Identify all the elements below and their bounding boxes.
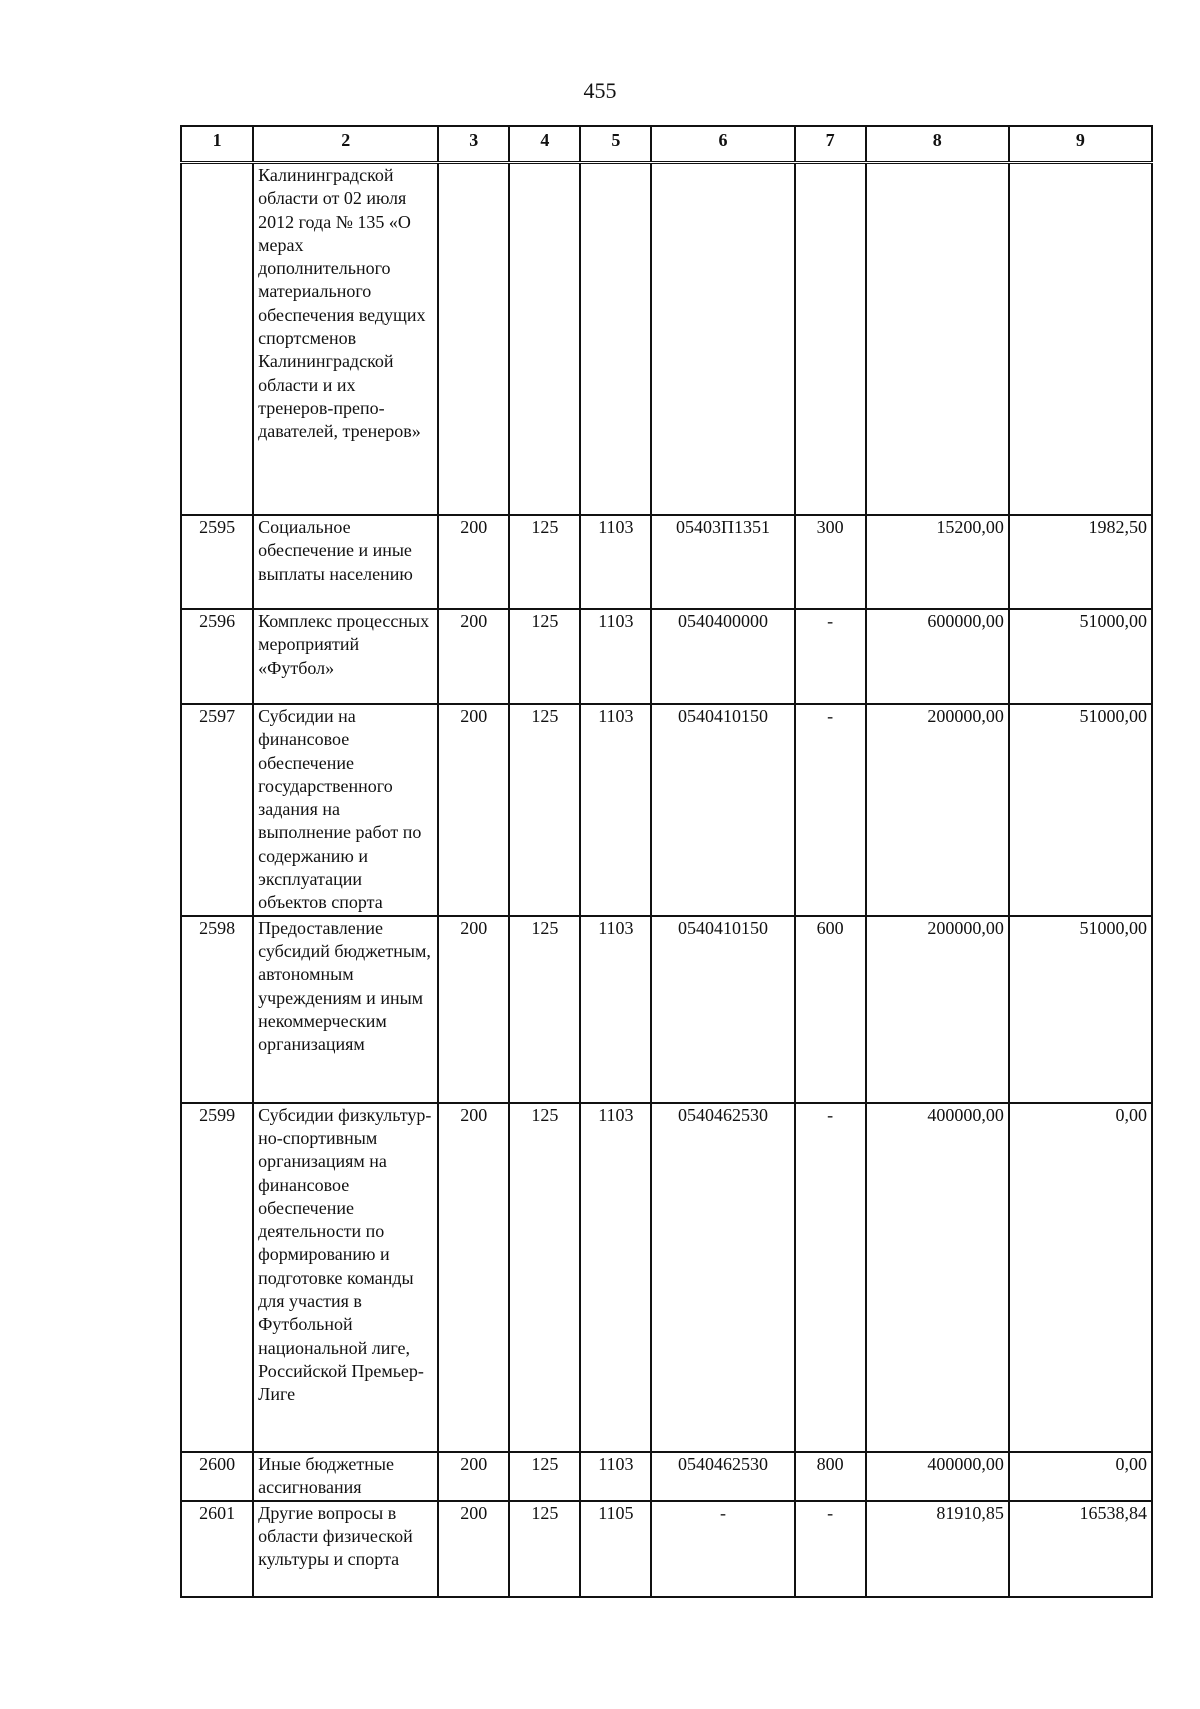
- cell-col8: [866, 163, 1009, 516]
- column-header: 9: [1009, 126, 1152, 163]
- cell-col5: 1103: [580, 704, 651, 916]
- cell-col8: 81910,85: [866, 1501, 1009, 1597]
- column-header: 6: [651, 126, 794, 163]
- row-name: Субсидии физкультур-но-спортивным организациям на финансовое обеспечение деятельности по формированию и подготовке команды для участия в Футбольной национальной лиге, Российской Премьер-Лиге: [253, 1103, 438, 1452]
- cell-col3: 200: [438, 704, 509, 916]
- cell-col7: [795, 163, 866, 516]
- cell-col9: [1009, 163, 1152, 516]
- cell-col8: 600000,00: [866, 609, 1009, 704]
- cell-col9: 51000,00: [1009, 916, 1152, 1103]
- cell-col4: 125: [509, 704, 580, 916]
- cell-col9: 0,00: [1009, 1103, 1152, 1452]
- table-row: [181, 1452, 1152, 1501]
- cell-col3: [438, 163, 509, 516]
- table-row: [181, 704, 1152, 916]
- cell-col4: 125: [509, 1452, 580, 1501]
- cell-col5: 1103: [580, 609, 651, 704]
- column-header: 3: [438, 126, 509, 163]
- cell-col3: 200: [438, 1103, 509, 1452]
- row-name: Субсидии на финансовое обеспечение государственного задания на выполнение работ по содержанию и эксплуатации объектов спорта: [253, 704, 438, 916]
- column-header: 4: [509, 126, 580, 163]
- table-row: [181, 515, 1152, 609]
- cell-col6: 05403П1351: [651, 515, 794, 609]
- row-number: 2596: [181, 609, 253, 704]
- cell-col5: 1103: [580, 1452, 651, 1501]
- column-header: 7: [795, 126, 866, 163]
- cell-col3: 200: [438, 1452, 509, 1501]
- cell-col5: [580, 163, 651, 516]
- cell-col4: 125: [509, 515, 580, 609]
- cell-col9: 16538,84: [1009, 1501, 1152, 1597]
- row-number: 2597: [181, 704, 253, 916]
- row-name: Предоставление субсидий бюджетным, автономным учреждениям и иным некоммерческим организациям: [253, 916, 438, 1103]
- cell-col8: 400000,00: [866, 1452, 1009, 1501]
- row-number: [181, 163, 253, 516]
- header-row: [181, 126, 1152, 163]
- cell-col7: 300: [795, 515, 866, 609]
- row-number: 2598: [181, 916, 253, 1103]
- row-name: Социальное обеспечение и иные выплаты населению: [253, 515, 438, 609]
- row-number: 2599: [181, 1103, 253, 1452]
- cell-col4: 125: [509, 609, 580, 704]
- row-number: 2595: [181, 515, 253, 609]
- column-header: 5: [580, 126, 651, 163]
- cell-col6: [651, 163, 794, 516]
- cell-col8: 400000,00: [866, 1103, 1009, 1452]
- budget-table: [180, 125, 1153, 1598]
- cell-col9: 51000,00: [1009, 609, 1152, 704]
- cell-col6: 0540410150: [651, 916, 794, 1103]
- cell-col9: 51000,00: [1009, 704, 1152, 916]
- cell-col8: 15200,00: [866, 515, 1009, 609]
- cell-col7: -: [795, 1501, 866, 1597]
- cell-col6: -: [651, 1501, 794, 1597]
- row-name: Иные бюджетные ассигнования: [253, 1452, 438, 1501]
- cell-col8: 200000,00: [866, 704, 1009, 916]
- cell-col9: 1982,50: [1009, 515, 1152, 609]
- row-number: 2600: [181, 1452, 253, 1501]
- cell-col3: 200: [438, 1501, 509, 1597]
- cell-col5: 1103: [580, 515, 651, 609]
- cell-col7: -: [795, 609, 866, 704]
- cell-col4: 125: [509, 1103, 580, 1452]
- cell-col3: 200: [438, 609, 509, 704]
- cell-col7: 800: [795, 1452, 866, 1501]
- table-row: [181, 916, 1152, 1103]
- cell-col6: 0540462530: [651, 1452, 794, 1501]
- cell-col4: [509, 163, 580, 516]
- row-name: Другие вопросы в области физической культуры и спорта: [253, 1501, 438, 1597]
- column-header: 8: [866, 126, 1009, 163]
- cell-col4: 125: [509, 916, 580, 1103]
- row-number: 2601: [181, 1501, 253, 1597]
- table-row: [181, 1103, 1152, 1452]
- cell-col6: 0540462530: [651, 1103, 794, 1452]
- cell-col6: 0540400000: [651, 609, 794, 704]
- table-row: [181, 1501, 1152, 1597]
- cell-col6: 0540410150: [651, 704, 794, 916]
- cell-col5: 1105: [580, 1501, 651, 1597]
- cell-col5: 1103: [580, 1103, 651, 1452]
- cell-col7: 600: [795, 916, 866, 1103]
- cell-col3: 200: [438, 515, 509, 609]
- row-name: Комплекс процессных мероприятий «Футбол»: [253, 609, 438, 704]
- cell-col4: 125: [509, 1501, 580, 1597]
- cell-col3: 200: [438, 916, 509, 1103]
- row-name: Калининградской области от 02 июля 2012 года № 135 «О мерах дополнительного материального обеспечения ведущих спортсменов Калининградской области и их тренеров-препо-давателей, тренеров»: [253, 163, 438, 516]
- page-number: 455: [583, 78, 617, 103]
- cell-col7: -: [795, 1103, 866, 1452]
- table-row: [181, 609, 1152, 704]
- column-header: 2: [253, 126, 438, 163]
- cell-col5: 1103: [580, 916, 651, 1103]
- cell-col9: 0,00: [1009, 1452, 1152, 1501]
- cell-col8: 200000,00: [866, 916, 1009, 1103]
- column-header: 1: [181, 126, 253, 163]
- table-row: [181, 163, 1152, 516]
- cell-col7: -: [795, 704, 866, 916]
